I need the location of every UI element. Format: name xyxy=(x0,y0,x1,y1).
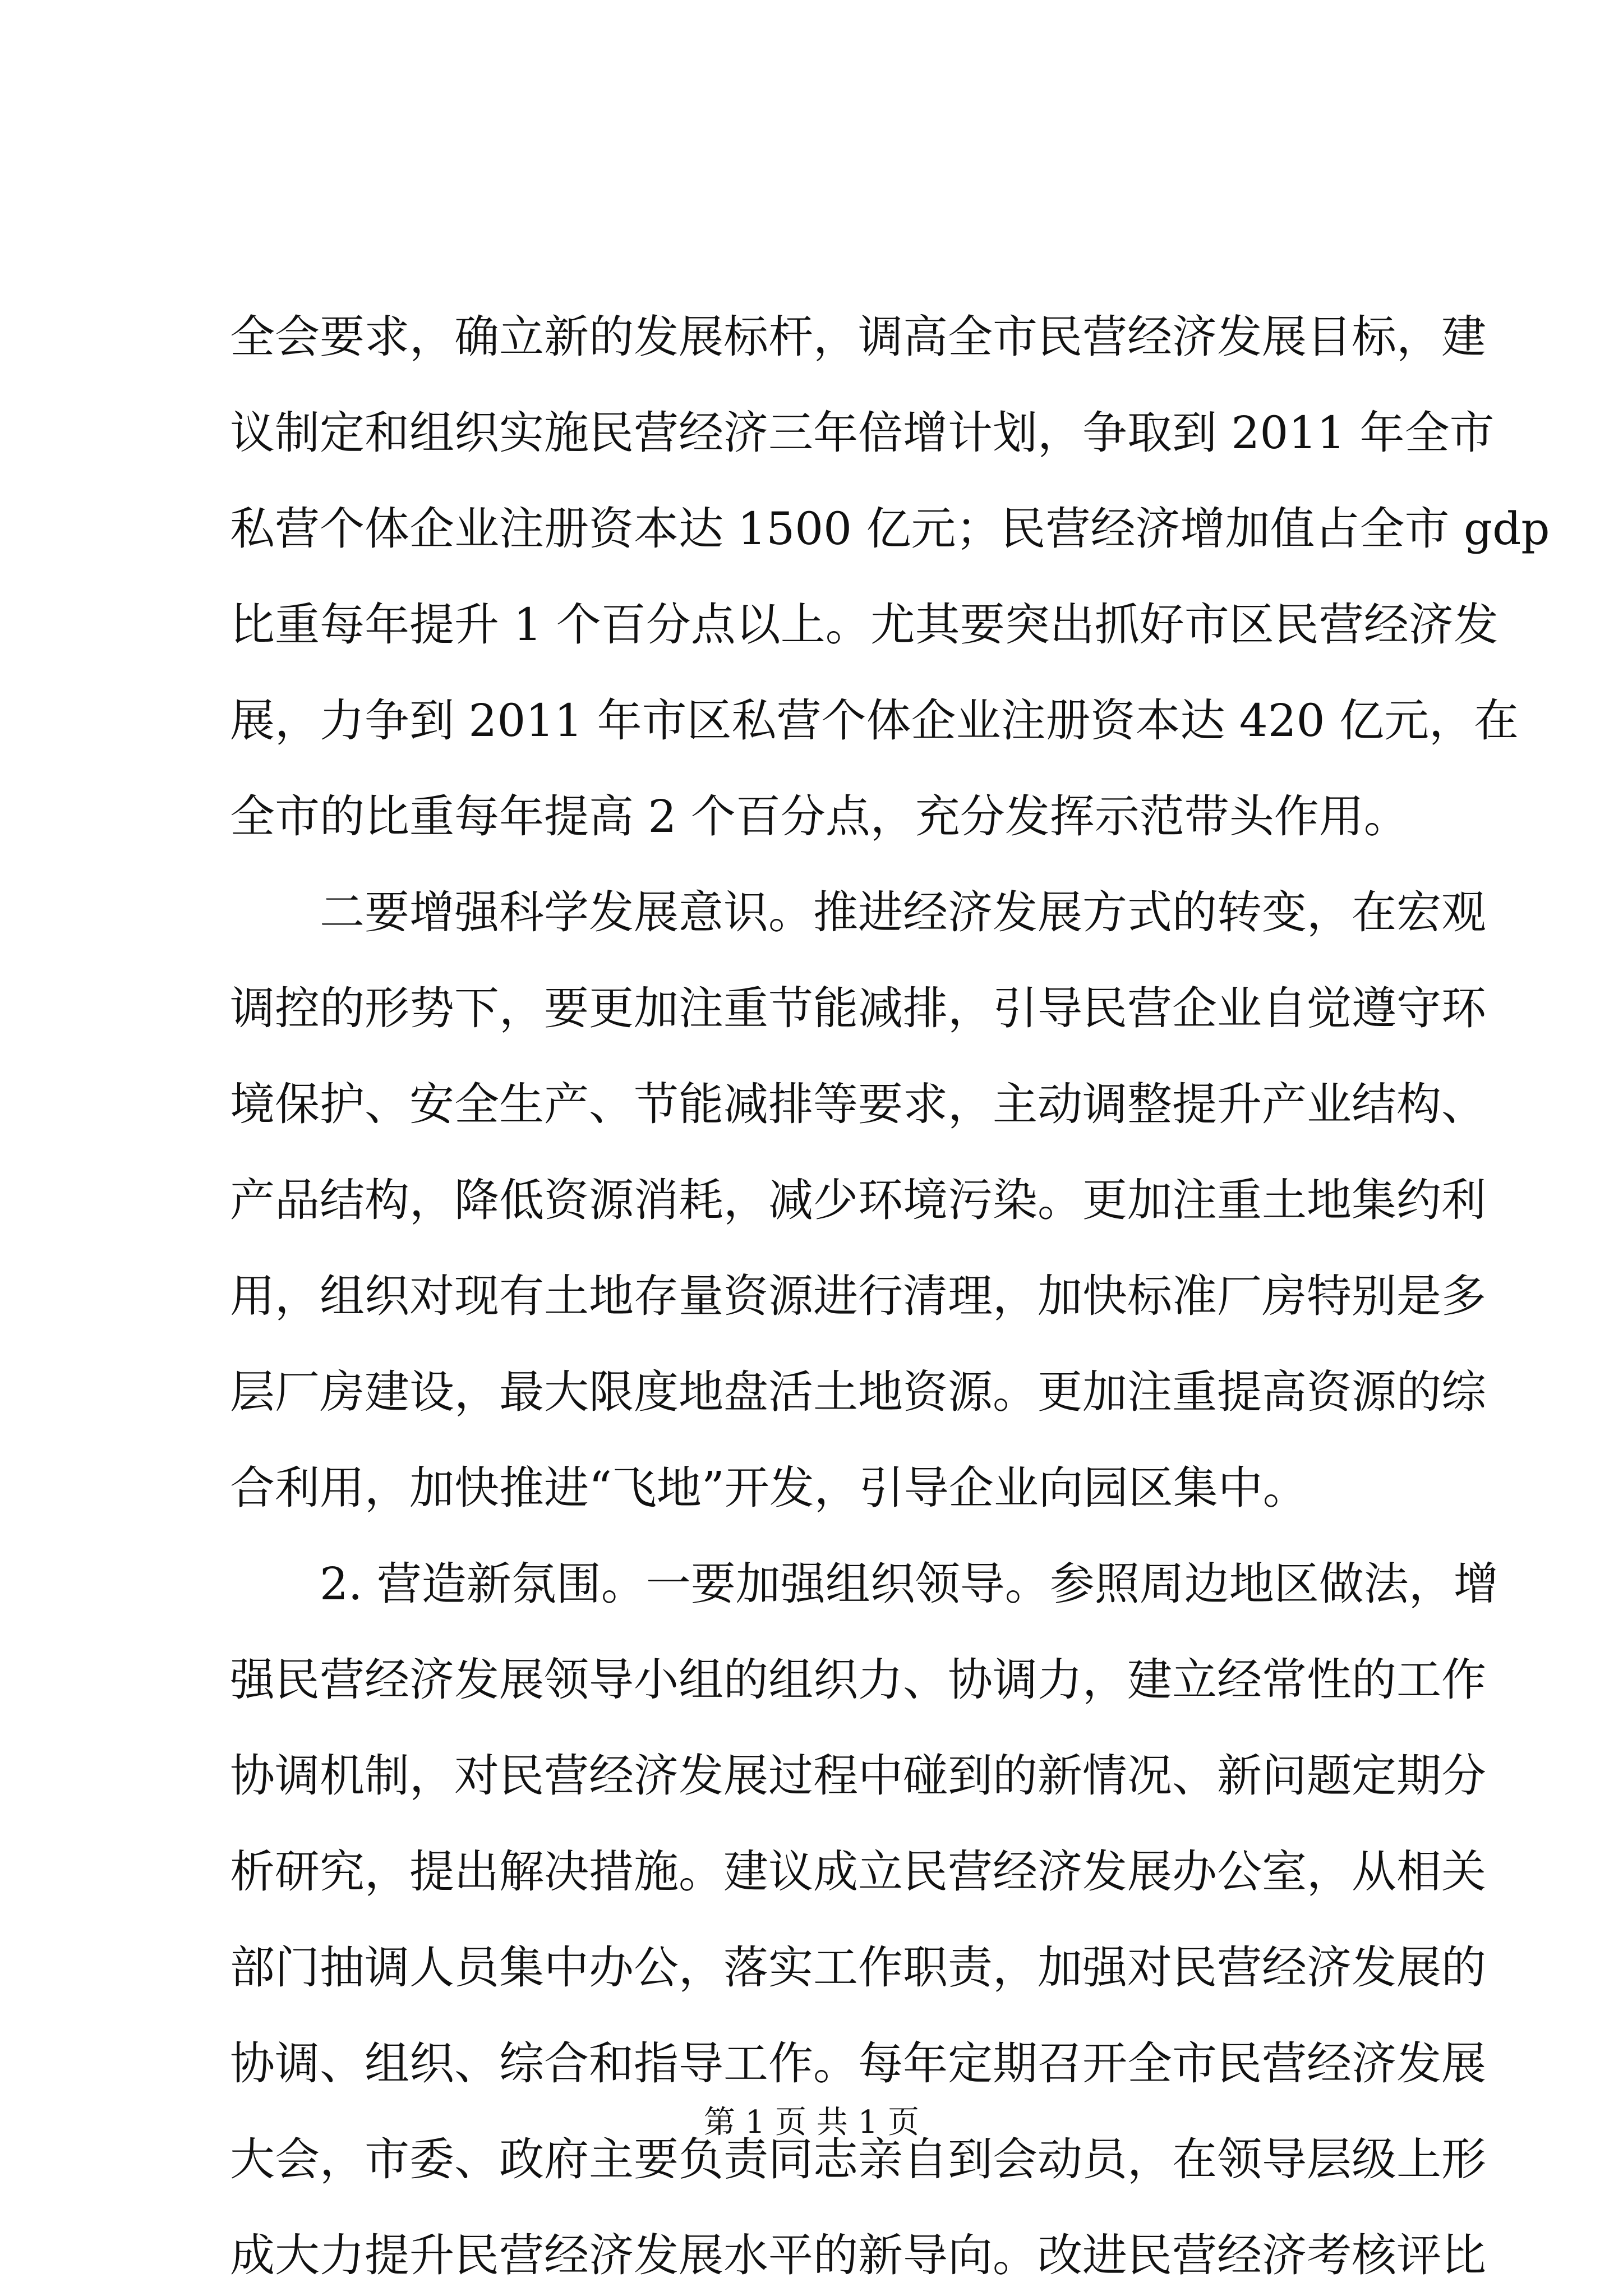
text-line: 二要增强科学发展意识。推进经济发展方式的转变，在宏观 xyxy=(320,886,1486,938)
text-line: 析研究，提出解决措施。建议成立民营经济发展办公室，从相关 xyxy=(230,1846,1486,1898)
page-number-footer: 第 1 页 共 1 页 xyxy=(703,2104,920,2141)
text-line: 议制定和组织实施民营经济三年倍增计划，争取到 2011 年全市 xyxy=(230,407,1495,459)
text-line: 产品结构，降低资源消耗，减少环境污染。更加注重土地集约利 xyxy=(230,1174,1486,1226)
text-line: 大会，市委、政府主要负责同志亲自到会动员，在领导层级上形 xyxy=(230,2133,1486,2185)
text-line: 境保护、安全生产、节能减排等要求，主动调整提升产业结构、 xyxy=(230,1078,1486,1130)
text-line: 用，组织对现有土地存量资源进行清理，加快标准厂房特别是多 xyxy=(230,1270,1486,1322)
text-line: 私营个体企业注册资本达 1500 亿元；民营经济增加值占全市 gdp xyxy=(230,503,1550,555)
text-line: 层厂房建设，最大限度地盘活土地资源。更加注重提高资源的综 xyxy=(230,1366,1486,1418)
text-line: 2. 营造新氛围。一要加强组织领导。参照周边地区做法，增 xyxy=(320,1558,1498,1610)
text-line: 合利用，加快推进“飞地”开发，引导企业向园区集中。 xyxy=(230,1462,1308,1514)
text-line: 协调机制，对民营经济发展过程中碰到的新情况、新问题定期分 xyxy=(230,1750,1486,1802)
text-line: 调控的形势下，要更加注重节能减排，引导民营企业自觉遵守环 xyxy=(230,982,1486,1034)
text-line: 全市的比重每年提高 2 个百分点，充分发挥示范带头作用。 xyxy=(230,790,1409,843)
text-line: 部门抽调人员集中办公，落实工作职责，加强对民营经济发展的 xyxy=(230,1941,1486,1994)
text-line: 比重每年提升 1 个百分点以上。尤其要突出抓好市区民营经济发 xyxy=(230,599,1498,651)
text-line: 成大力提升民营经济发展水平的新导向。改进民营经济考核评比 xyxy=(230,2229,1486,2281)
text-line: 协调、组织、综合和指导工作。每年定期召开全市民营经济发展 xyxy=(230,2037,1486,2090)
text-line: 展，力争到 2011 年市区私营个体企业注册资本达 420 亿元，在 xyxy=(230,694,1519,747)
text-line: 全会要求，确立新的发展标杆，调高全市民营经济发展目标，建 xyxy=(230,311,1486,363)
text-line: 强民营经济发展领导小组的组织力、协调力，建立经常性的工作 xyxy=(230,1654,1486,1706)
body-text xyxy=(230,289,1550,2296)
